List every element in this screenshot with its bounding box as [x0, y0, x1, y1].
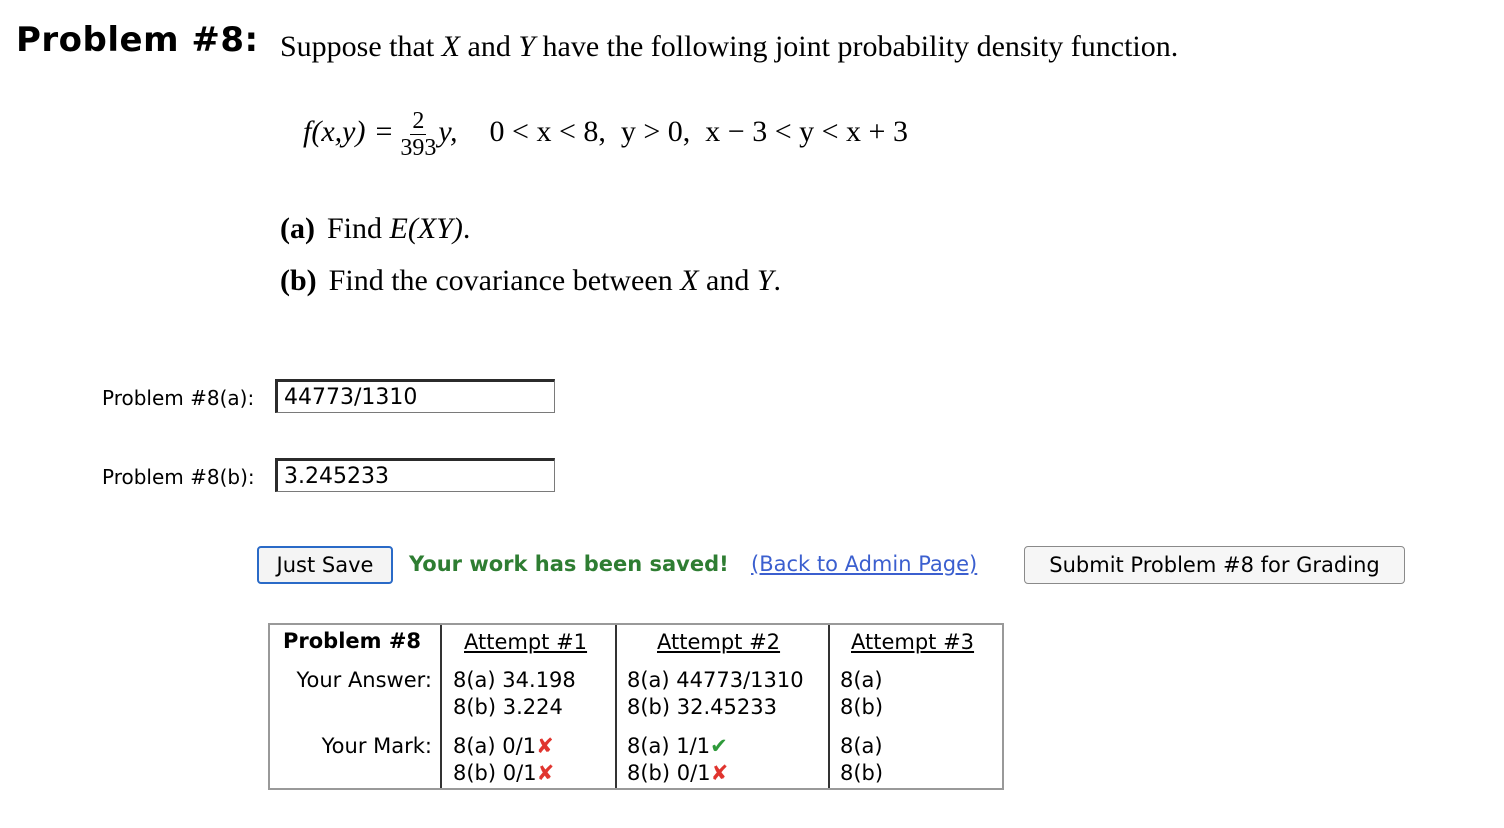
incorrect-icon: ✘	[710, 761, 729, 785]
part-a-label: (a)	[280, 212, 315, 245]
attempt-1-answer-a: 8(a) 34.198	[453, 668, 576, 692]
attempt-3-answer-b: 8(b)	[840, 695, 884, 719]
formula-equals: =	[375, 115, 393, 148]
answer-a-input[interactable]	[275, 379, 555, 413]
part-b-text: Find the covariance between	[328, 264, 681, 297]
attempt-2-answer-a: 8(a) 44773/1310	[627, 668, 804, 692]
part-b-period: .	[773, 264, 782, 297]
incorrect-icon: ✘	[536, 734, 554, 758]
part-b-and: and	[698, 264, 757, 297]
submit-for-grading-button[interactable]: Submit Problem #8 for Grading	[1024, 546, 1405, 584]
attempt-3-mark-b: 8(b)	[840, 761, 884, 785]
var-x: X	[441, 30, 460, 63]
attempt-3-header[interactable]: Attempt #3	[851, 630, 975, 654]
part-b-var-y: Y	[756, 264, 774, 297]
part-b-label: (b)	[280, 264, 317, 297]
your-answer-label: Your Answer:	[296, 668, 432, 692]
attempt-2-answer-b: 8(b) 32.45233	[627, 695, 777, 719]
attempt-1-answer-b: 8(b) 3.224	[453, 695, 563, 719]
correct-icon: ✔	[710, 734, 728, 758]
statement-and: and	[460, 30, 519, 63]
formula-variable: y,	[438, 115, 458, 148]
part-a-text: Find	[326, 212, 390, 245]
formula-conditions: 0 < x < 8, y > 0, x − 3 < y < x + 3	[489, 115, 908, 148]
attempt-2-mark-b	[627, 760, 728, 787]
mark-text: 8(a) 0/1	[453, 734, 537, 758]
attempt-1-header[interactable]: Attempt #1	[464, 630, 588, 654]
answer-a-label: Problem #8(a):	[102, 386, 255, 410]
pdf-formula	[303, 102, 908, 162]
problem-title: Problem #8:	[16, 20, 259, 60]
statement-text: Suppose that	[280, 30, 442, 63]
part-b-var-x: X	[680, 264, 699, 297]
part-a-question	[280, 212, 470, 246]
table-header-problem: Problem #8	[283, 629, 422, 653]
part-a-expression: E(XY)	[389, 212, 463, 245]
back-to-admin-link[interactable]: (Back to Admin Page)	[751, 552, 978, 576]
var-y: Y	[518, 30, 536, 63]
attempt-2-header[interactable]: Attempt #2	[657, 630, 781, 654]
mark-text: 8(a) 1/1	[627, 734, 711, 758]
formula-fraction	[400, 109, 436, 160]
saved-message: Your work has been saved!	[409, 552, 729, 576]
problem-statement	[280, 30, 1178, 64]
fraction-denominator: 393	[400, 134, 437, 161]
attempt-1-mark-a	[453, 733, 554, 760]
attempt-1-mark-b	[453, 760, 554, 787]
fraction-numerator: 2	[412, 107, 425, 134]
part-b-question	[280, 264, 781, 298]
answer-b-input[interactable]	[275, 458, 555, 492]
mark-text: 8(b) 0/1	[627, 761, 711, 785]
answer-b-label: Problem #8(b):	[102, 465, 255, 489]
statement-tail: have the following joint probability density function.	[535, 30, 1179, 63]
incorrect-icon: ✘	[536, 761, 555, 785]
attempts-table	[268, 623, 1004, 790]
attempt-3-answer-a: 8(a)	[840, 668, 883, 692]
part-a-period: .	[462, 212, 471, 245]
mark-text: 8(b) 0/1	[453, 761, 537, 785]
attempt-3-mark-a: 8(a)	[840, 734, 883, 758]
your-mark-label: Your Mark:	[321, 734, 432, 758]
just-save-button[interactable]: Just Save	[257, 546, 393, 584]
formula-lhs: f(x,y)	[303, 115, 366, 148]
attempt-2-mark-a	[627, 733, 728, 760]
